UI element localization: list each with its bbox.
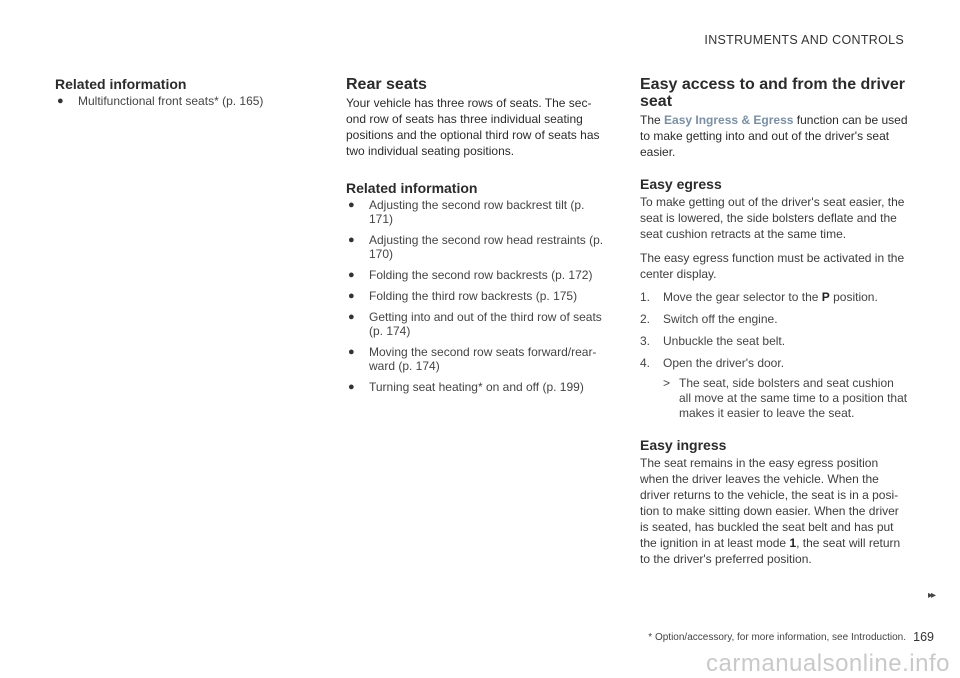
bullet-icon: ● xyxy=(348,234,355,246)
related-link[interactable]: ● Adjusting the second row backrest tilt (p. 171) xyxy=(348,198,585,226)
function-name: Easy Ingress & Egress xyxy=(664,113,794,127)
rear-seats-intro: Your vehicle has three rows of seats. The sec-ond row of seats has three individual seating positions and the optional third row of seats has two individual seating positions. xyxy=(346,96,600,158)
bullet-icon: ● xyxy=(348,311,355,323)
column-left xyxy=(55,76,295,115)
page-number: 169 xyxy=(913,630,934,644)
easy-access-title: Easy access to and from the driver seat xyxy=(640,76,905,110)
step-item: 3. Unbuckle the seat belt. xyxy=(640,334,786,348)
bullet-icon: ● xyxy=(348,346,355,358)
bullet-icon: ● xyxy=(348,290,355,302)
related-link[interactable]: ● Adjusting the second row head restraints (p. 170) xyxy=(348,233,604,261)
related-link[interactable]: ● Folding the third row backrests (p. 175) xyxy=(348,289,578,303)
bullet-icon: ● xyxy=(348,381,355,393)
related-link[interactable]: ● Getting into and out of the third row of seats (p. 174) xyxy=(348,310,602,338)
related-link[interactable]: ● Folding the second row backrests (p. 172) xyxy=(348,268,593,282)
bullet-icon: ● xyxy=(348,199,355,211)
related-info-list xyxy=(346,198,606,394)
option-footnote: * Option/accessory, for more information, see Introduction. xyxy=(648,632,906,643)
result-marker: > xyxy=(663,376,671,390)
related-link[interactable]: ● Multifunctional front seats* (p. 165) xyxy=(57,94,264,108)
rear-seats-title: Rear seats xyxy=(346,76,427,93)
bullet-icon: ● xyxy=(57,95,64,107)
step-result: > The seat, side bolsters and seat cushion all move at the same time to a position that makes it easier to leave the seat. xyxy=(663,376,908,420)
egress-steps xyxy=(640,290,908,371)
watermark: carmanualsonline.info xyxy=(706,650,950,677)
easy-ingress-text: The seat remains in the easy egress position when the driver leaves the vehicle. When the driver returns to the vehicle, the seat is in a posi-tion to make sitting down easier. When the driver is seated, has buckled the seat belt and has put the ignition in at least mode 1, the seat will return to the driver's preferred position. xyxy=(640,456,901,566)
easy-egress-activation: The easy egress function must be activated in the center display. xyxy=(640,251,905,281)
related-info-heading: Related information xyxy=(55,76,187,92)
related-link[interactable]: ● Moving the second row seats forward/rear-ward (p. 174) xyxy=(348,345,597,373)
gear-key: P xyxy=(821,290,830,304)
bullet-icon: ● xyxy=(348,269,355,281)
easy-access-intro: The Easy Ingress & Egress function can be used to make getting into and out of the driver's seat easier. xyxy=(640,113,908,159)
easy-ingress-heading: Easy ingress xyxy=(640,437,727,453)
next-page-icon[interactable]: ▸▸ xyxy=(927,590,934,601)
column-middle xyxy=(346,76,606,401)
step-item: 2. Switch off the engine. xyxy=(640,312,778,326)
related-info-list xyxy=(55,94,295,108)
step-item: 1. Move the gear selector to the P position. xyxy=(640,290,878,304)
column-right xyxy=(640,76,908,567)
section-header: INSTRUMENTS AND CONTROLS xyxy=(704,33,904,47)
mode-key: 1 xyxy=(789,536,797,550)
related-info-heading: Related information xyxy=(346,180,478,196)
related-link[interactable]: ● Turning seat heating* on and off (p. 199) xyxy=(348,380,584,394)
easy-egress-heading: Easy egress xyxy=(640,176,722,192)
step-item: 4. Open the driver's door. xyxy=(640,356,785,370)
easy-egress-text: To make getting out of the driver's seat easier, the seat is lowered, the side bolsters deflate and the seat cushion retracts at the same time. xyxy=(640,195,905,241)
